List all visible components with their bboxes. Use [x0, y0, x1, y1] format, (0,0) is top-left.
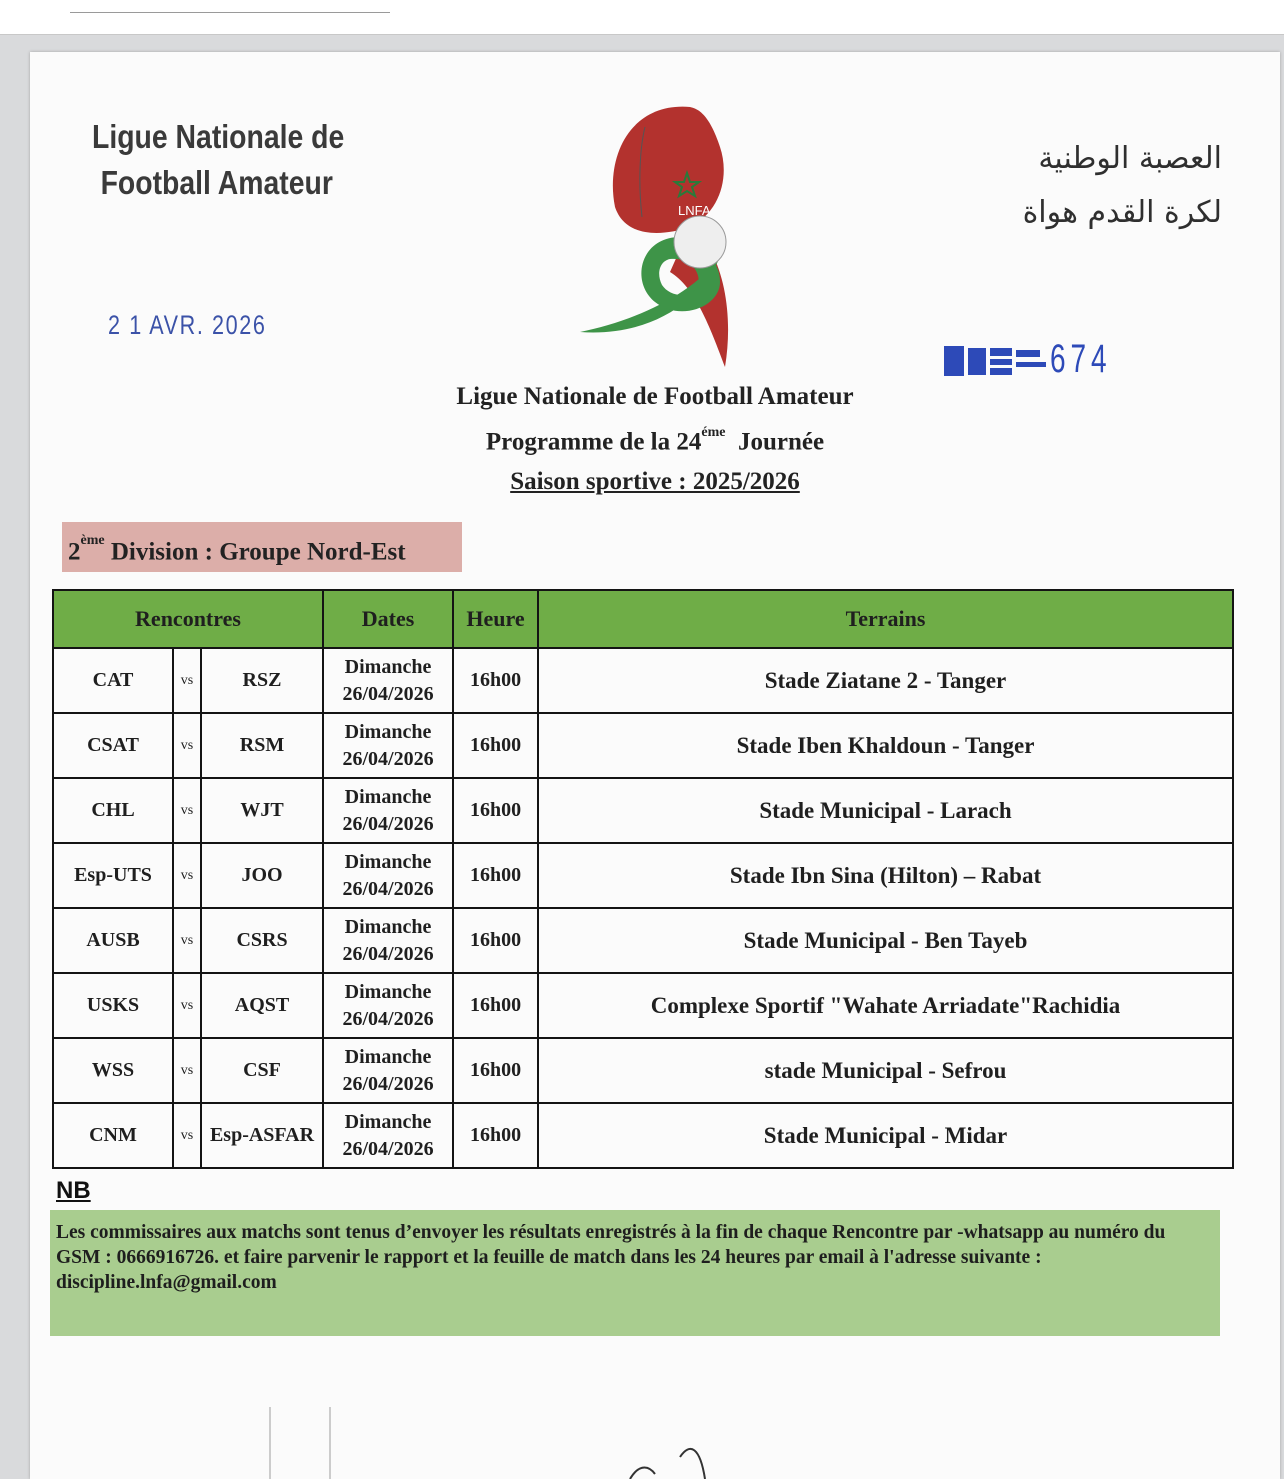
org-name-arabic-line-2: لكرة القدم هواة	[1022, 195, 1222, 230]
document-page	[30, 52, 1280, 1479]
division-name: Division : Groupe Nord-Est	[110, 538, 406, 566]
home-team: CNM	[53, 1103, 173, 1168]
vs-label: vs	[173, 843, 201, 908]
match-terrain: Complexe Sportif "Wahate Arriadate"Rachidia	[538, 973, 1233, 1038]
match-day: Dimanche	[344, 1110, 432, 1133]
reference-number: 674	[1050, 337, 1112, 381]
match-terrain: Stade Ibn Sina (Hilton) – Rabat	[538, 843, 1233, 908]
away-team: WJT	[201, 778, 323, 843]
match-date-value: 26/04/2026	[342, 1137, 434, 1160]
match-schedule-table	[52, 589, 1234, 1169]
lnfa-logo	[570, 87, 750, 372]
match-terrain: Stade Iben Khaldoun - Tanger	[538, 713, 1233, 778]
home-team: WSS	[53, 1038, 173, 1103]
table-row	[53, 713, 1233, 778]
match-day: Dimanche	[344, 980, 432, 1003]
match-day: Dimanche	[344, 1045, 432, 1068]
match-time: 16h00	[453, 778, 538, 843]
date-stamp: 2 1 AVR. 2026	[108, 310, 267, 340]
match-time: 16h00	[453, 713, 538, 778]
vs-label: vs	[173, 713, 201, 778]
away-team: JOO	[201, 843, 323, 908]
programme-title	[330, 377, 980, 502]
vs-label: vs	[173, 908, 201, 973]
home-team: CHL	[53, 778, 173, 843]
match-day: Dimanche	[344, 785, 432, 808]
table-row	[53, 908, 1233, 973]
match-date-value: 26/04/2026	[342, 942, 434, 965]
redacted-stamp-mark	[942, 342, 1050, 378]
title-line-2-sup: éme	[701, 425, 726, 440]
reference-stamp	[942, 337, 1138, 382]
match-terrain: Stade Municipal - Midar	[538, 1103, 1233, 1168]
signature-mark	[210, 1402, 910, 1479]
vs-label: vs	[173, 648, 201, 713]
home-team: Esp-UTS	[53, 843, 173, 908]
header-dates: Dates	[323, 590, 453, 648]
home-team: AUSB	[53, 908, 173, 973]
match-date-value: 26/04/2026	[342, 1072, 434, 1095]
match-time: 16h00	[453, 843, 538, 908]
match-time: 16h00	[453, 648, 538, 713]
home-team: CSAT	[53, 713, 173, 778]
away-team: AQST	[201, 973, 323, 1038]
table-row	[53, 648, 1233, 713]
match-day: Dimanche	[344, 850, 432, 873]
match-date	[323, 973, 453, 1038]
match-time: 16h00	[453, 973, 538, 1038]
table-header-row	[53, 590, 1233, 648]
match-date-value: 26/04/2026	[342, 877, 434, 900]
header-rencontres: Rencontres	[53, 590, 323, 648]
match-time: 16h00	[453, 1103, 538, 1168]
match-date-value: 26/04/2026	[342, 682, 434, 705]
away-team: Esp-ASFAR	[201, 1103, 323, 1168]
match-time: 16h00	[453, 908, 538, 973]
table-row	[53, 778, 1233, 843]
vs-label: vs	[173, 973, 201, 1038]
match-time: 16h00	[453, 1038, 538, 1103]
logo-text: LNFA	[678, 203, 711, 218]
org-name-arabic-line-1: العصبة الوطنية	[1038, 141, 1222, 176]
match-date	[323, 648, 453, 713]
table-row	[53, 1038, 1233, 1103]
away-team: RSM	[201, 713, 323, 778]
match-date-value: 26/04/2026	[342, 1007, 434, 1030]
match-date	[323, 1103, 453, 1168]
match-date	[323, 843, 453, 908]
match-date	[323, 908, 453, 973]
match-terrain: stade Municipal - Sefrou	[538, 1038, 1233, 1103]
division-sup: ème	[80, 533, 105, 548]
title-line-2-prefix: Programme de la 24	[485, 428, 702, 456]
header-heure: Heure	[453, 590, 538, 648]
home-team: CAT	[53, 648, 173, 713]
away-team: CSF	[201, 1038, 323, 1103]
previous-page-edge	[0, 0, 1284, 35]
match-date	[323, 713, 453, 778]
vs-label: vs	[173, 1038, 201, 1103]
away-team: RSZ	[201, 648, 323, 713]
home-team: USKS	[53, 973, 173, 1038]
title-line-2-suffix: Journée	[737, 428, 825, 456]
match-terrain: Stade Ziatane 2 - Tanger	[538, 648, 1233, 713]
season-line: Saison sportive : 2025/2026	[510, 468, 800, 496]
vs-label: vs	[173, 1103, 201, 1168]
table-row	[53, 1103, 1233, 1168]
org-name-line-2: Football Amateur	[100, 164, 333, 201]
title-line-1: Ligue Nationale de Football Amateur	[456, 383, 854, 410]
division-number: 2	[68, 538, 81, 566]
match-date-value: 26/04/2026	[342, 812, 434, 835]
match-date-value: 26/04/2026	[342, 747, 434, 770]
org-name-arabic	[922, 132, 1222, 240]
match-day: Dimanche	[344, 915, 432, 938]
away-team: CSRS	[201, 908, 323, 973]
match-terrain: Stade Municipal - Ben Tayeb	[538, 908, 1233, 973]
match-terrain: Stade Municipal - Larach	[538, 778, 1233, 843]
table-row	[53, 843, 1233, 908]
table-row	[53, 973, 1233, 1038]
nb-note: Les commissaires aux matchs sont tenus d’envoyer les résultats enregistrés à la fin de chaque Rencontre par -whatsapp au numéro du GSM : 0666916726. et faire parvenir le rapport et la feuille de match dans les 24 heures par email à l'adresse suivante : discipline.lnfa@gmail.com	[50, 1210, 1220, 1336]
match-day: Dimanche	[344, 655, 432, 678]
org-name-french	[92, 114, 350, 206]
header-terrains: Terrains	[538, 590, 1233, 648]
vs-label: vs	[173, 778, 201, 843]
match-date	[323, 778, 453, 843]
title-line-2	[330, 417, 980, 462]
match-day: Dimanche	[344, 720, 432, 743]
org-name-line-1: Ligue Nationale de	[92, 118, 345, 155]
divider	[70, 12, 390, 13]
division-label	[62, 522, 462, 572]
nb-label: NB	[56, 1177, 91, 1204]
match-date	[323, 1038, 453, 1103]
